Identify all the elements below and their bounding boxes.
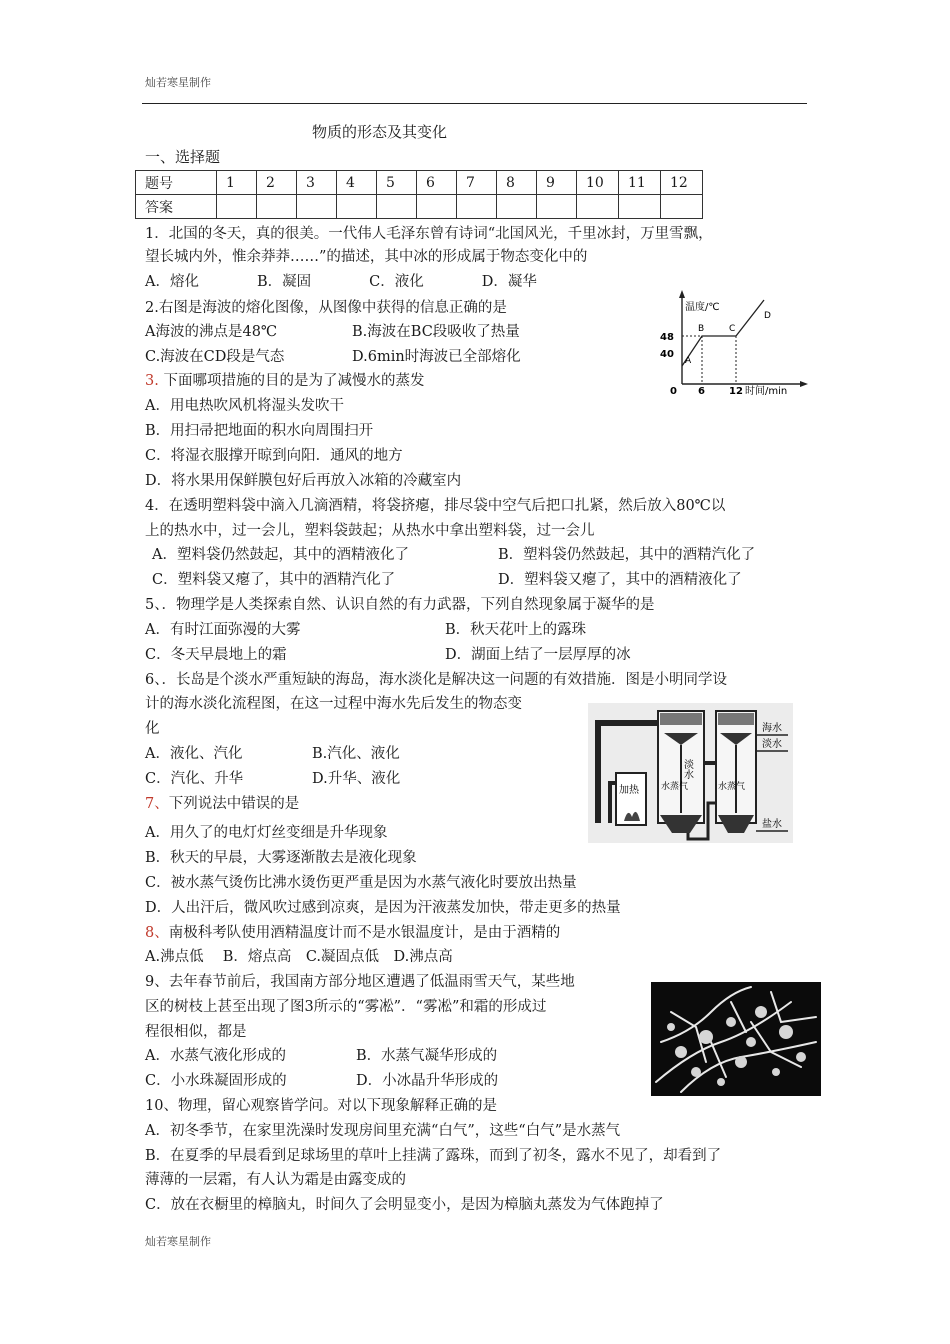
answer-cell[interactable]	[497, 195, 537, 219]
label-steam-1: 水蒸气	[661, 782, 689, 792]
q1-options: A．熔化 B．凝固 C．液化 D．凝华	[145, 274, 537, 290]
q9-option-d: D．小冰晶升华形成的	[356, 1073, 499, 1089]
table-cell: 2	[257, 171, 297, 195]
answer-table	[135, 170, 703, 219]
q6-option-d: D.升华、液化	[312, 771, 401, 787]
table-cell: 12	[661, 171, 703, 195]
tick-48: 48	[660, 332, 674, 343]
q8-text: 南极科考队使用酒精温度计而不是水银温度计，是由于酒精的	[168, 925, 561, 941]
q9-line-2: 区的树枝上甚至出现了图3所示的“雾凇”．“雾凇”和霜的形成过	[145, 999, 547, 1015]
tick-6: 6	[698, 386, 705, 397]
q3-text: 下面哪项措施的目的是为了减慢水的蒸发	[163, 373, 425, 389]
table-cell: 10	[577, 171, 619, 195]
q9-option-c: C．小水珠凝固形成的	[145, 1073, 287, 1089]
q9-option-a: A．水蒸气液化形成的	[145, 1048, 286, 1064]
q3-number: 3.	[145, 373, 159, 389]
q5-option-c: C．冬天早晨地上的霜	[145, 647, 287, 663]
table-cell: 5	[377, 171, 417, 195]
q9-line-3: 程很相似，都是	[145, 1024, 247, 1040]
label-heat: 加热	[619, 785, 639, 796]
q5-option-b: B．秋天花叶上的露珠	[445, 622, 587, 638]
table-cell: 6	[417, 171, 457, 195]
q9-line-1: 9、去年春节前后，我国南方部分地区遭遇了低温雨雪天气，某些地	[145, 974, 575, 990]
q6-line-1: 6、．长岛是个淡水严重短缺的海岛，海水淡化是解决这一问题的有效措施．图是小明同学设	[145, 672, 727, 688]
q4-line-1: 4．在透明塑料袋中滴入几滴酒精，将袋挤瘪，排尽袋中空气后把口扎紧，然后放入80℃以	[145, 498, 726, 514]
q6-option-a: A．液化、汽化	[145, 746, 243, 762]
q5-option-a: A．有时江面弥漫的大雾	[145, 622, 301, 638]
q4-option-a: A．塑料袋仍然鼓起，其中的酒精液化了	[152, 547, 409, 563]
document-title: 物质的形态及其变化	[312, 123, 448, 141]
point-d: D	[764, 311, 771, 321]
label-steam-2: 水蒸气	[718, 782, 746, 792]
q8-stem	[145, 921, 560, 946]
label-sea: 海水	[762, 723, 782, 734]
table-cell: 9	[537, 171, 577, 195]
q7-option-a: A．用久了的电灯灯丝变细是升华现象	[145, 825, 388, 841]
table-cell: 1	[217, 171, 257, 195]
q3-option-d: D．将水果用保鲜膜包好后再放入冰箱的冷藏室内	[145, 473, 462, 489]
label-fresh-out: 淡水	[762, 739, 782, 750]
answer-cell[interactable]	[537, 195, 577, 219]
answer-cell[interactable]	[297, 195, 337, 219]
x-axis-arrow	[800, 381, 808, 387]
graph-ylabel: 温度/℃	[685, 302, 720, 313]
table-row	[136, 195, 703, 219]
answer-cell[interactable]	[257, 195, 297, 219]
q5-stem: 5、．物理学是人类探索自然、认识自然的有力武器，下列自然现象属于凝华的是	[145, 597, 655, 613]
q2-option-d: D.6min时海波已全部熔化	[352, 349, 521, 365]
q7-text: 下列说法中错误的是	[168, 796, 300, 812]
page-header: 灿若寒星制作	[145, 76, 211, 89]
answer-cell[interactable]	[337, 195, 377, 219]
answer-cell[interactable]	[377, 195, 417, 219]
q1-line-2: 望长城内外，惟余莽莽……”的描述，其中冰的形成属于物态变化中的	[145, 249, 588, 265]
answer-cell[interactable]	[417, 195, 457, 219]
table-cell: 4	[337, 171, 377, 195]
q10-option-b-line-2: 薄薄的一层霜，有人认为霜是由露变成的	[145, 1172, 406, 1188]
tick-0: 0	[670, 386, 677, 397]
q2-option-a: A海波的沸点是48℃	[145, 324, 278, 340]
q2-option-c: C.海波在CD段是气态	[145, 349, 285, 365]
label-fresh-column: 淡水	[681, 759, 693, 779]
q10-option-b-line-1: B．在夏季的早晨看到足球场里的草叶上挂满了露珠，而到了初冬，露水不见了，却看到了	[145, 1148, 722, 1164]
header-rule	[142, 103, 807, 104]
label-salt: 盐水	[762, 819, 782, 830]
q3-stem	[145, 369, 424, 394]
q10-option-a: A．初冬季节，在家里洗澡时发现房间里充满“白气”，这些“白气”是水蒸气	[145, 1123, 621, 1139]
point-c: C	[729, 324, 736, 334]
page-footer: 灿若寒星制作	[145, 1235, 211, 1248]
q2-option-b: B.海波在BC段吸收了热量	[352, 324, 520, 340]
q6-option-b: B.汽化、液化	[312, 746, 400, 762]
q5-option-d: D．湖面上结了一层厚厚的冰	[445, 647, 631, 663]
graph-xlabel: 时间/min	[745, 386, 788, 397]
rime-photo	[651, 982, 821, 1096]
point-a: A	[685, 356, 692, 366]
q4-option-d: D．塑料袋又瘪了，其中的酒精液化了	[498, 572, 742, 588]
q6-line-3: 化	[145, 721, 160, 737]
q7-number: 7、	[145, 796, 169, 812]
answer-cell[interactable]	[619, 195, 661, 219]
answer-cell[interactable]	[661, 195, 703, 219]
answer-cell[interactable]	[457, 195, 497, 219]
q10-stem: 10、物理，留心观察皆学问。对以下现象解释正确的是	[145, 1098, 497, 1114]
q9-option-b: B．水蒸气凝华形成的	[356, 1048, 498, 1064]
answer-cell[interactable]	[217, 195, 257, 219]
table-cell: 11	[619, 171, 661, 195]
table-row-label: 答案	[136, 195, 217, 219]
q7-option-c: C．被水蒸气烫伤比沸水烫伤更严重是因为水蒸气液化时要放出热量	[145, 875, 577, 891]
column-2-top	[718, 713, 754, 725]
column-1-top	[660, 713, 702, 725]
q4-option-c: C．塑料袋又瘪了，其中的酒精汽化了	[152, 572, 396, 588]
melting-graph	[652, 288, 812, 398]
q7-option-d: D．人出汗后，微风吹过感到凉爽，是因为汗液蒸发加快，带走更多的热量	[145, 900, 621, 916]
q3-option-a: A．用电热吹风机将湿头发吹干	[145, 398, 344, 414]
table-cell: 8	[497, 171, 537, 195]
q6-option-c: C．汽化、升华	[145, 771, 244, 787]
y-axis-arrow	[679, 290, 685, 298]
table-cell: 7	[457, 171, 497, 195]
q2-stem: 2.右图是海波的熔化图像，从图像中获得的信息正确的是	[145, 300, 507, 316]
q3-option-b: B．用扫帚把地面的积水向周围扫开	[145, 423, 374, 439]
tick-12: 12	[729, 386, 743, 397]
q6-line-2: 计的海水淡化流程图，在这一过程中海水先后发生的物态变	[145, 696, 522, 712]
section-heading: 一、选择题	[145, 148, 221, 166]
q3-option-c: C．将湿衣服撑开晾到向阳．通风的地方	[145, 448, 403, 464]
photo-background	[651, 982, 821, 1096]
answer-cell[interactable]	[577, 195, 619, 219]
q1-line-1: 1．北国的冬天，真的很美。一代伟人毛泽东曾有诗词“北国风光，千里冰封，万里雪飘，	[145, 226, 713, 242]
point-b: B	[698, 324, 705, 334]
q10-option-c: C．放在衣橱里的樟脑丸，时间久了会明显变小，是因为樟脑丸蒸发为气体跑掉了	[145, 1197, 664, 1213]
desalination-diagram	[588, 703, 793, 843]
table-cell: 3	[297, 171, 337, 195]
q7-option-b: B．秋天的早晨，大雾逐渐散去是液化现象	[145, 850, 417, 866]
q4-option-b: B．塑料袋仍然鼓起，其中的酒精汽化了	[498, 547, 756, 563]
table-row	[136, 171, 703, 195]
table-row-label: 题号	[136, 171, 217, 195]
tick-40: 40	[660, 349, 674, 360]
q8-number: 8、	[145, 925, 169, 941]
q4-line-2: 上的热水中，过一会儿，塑料袋鼓起；从热水中拿出塑料袋，过一会儿	[145, 523, 595, 539]
q8-options: A.沸点低 B．熔点高 C.凝固点低 D.沸点高	[145, 949, 453, 965]
q7-stem	[145, 792, 299, 817]
